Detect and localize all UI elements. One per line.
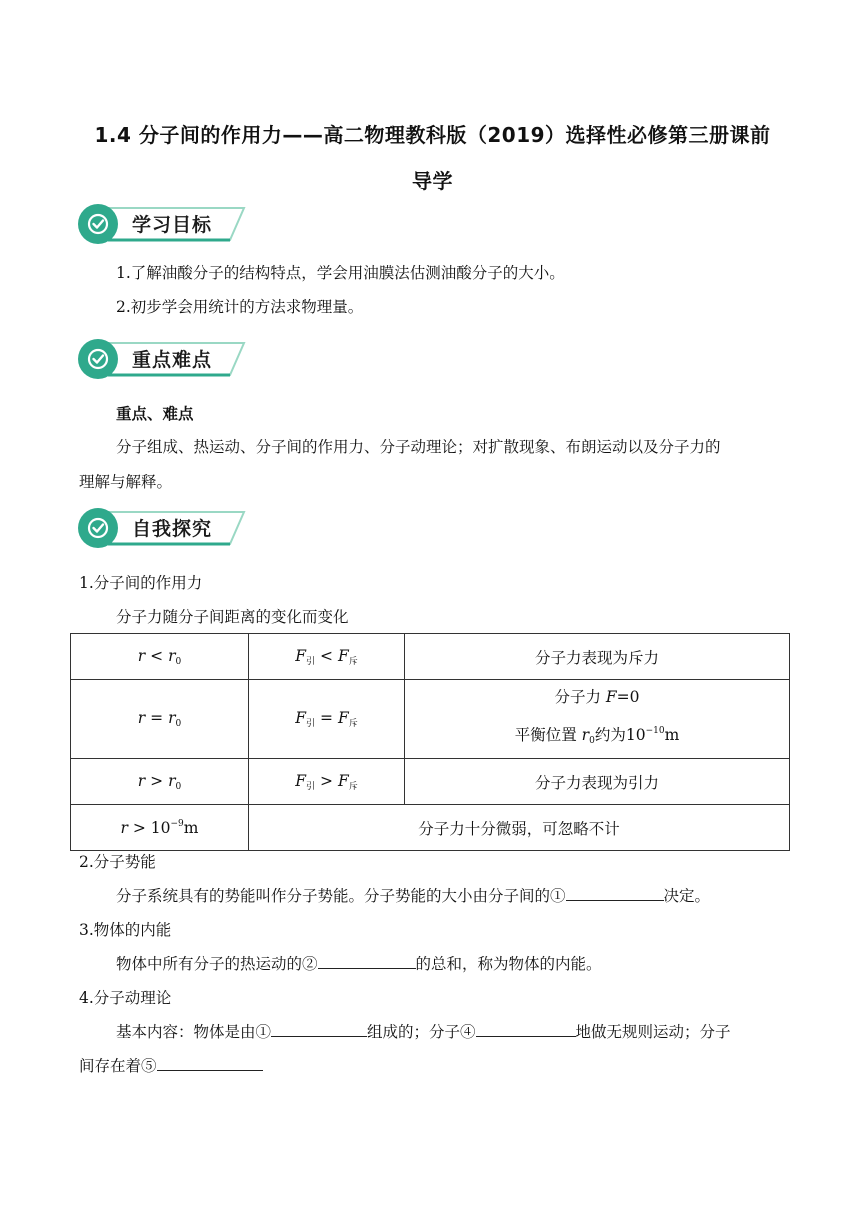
section-heading-key-points: 重点难点: [132, 349, 213, 371]
question-2-title: 2.分子势能: [79, 853, 156, 871]
section-heading-goals: 学习目标: [132, 214, 213, 236]
question-1-title: 1.分子间的作用力: [79, 574, 203, 592]
section-badge-explore: [78, 508, 246, 548]
key-points-body-line-2: 理解与解释。: [79, 473, 173, 491]
table-cell-condition: $r = r_0$: [71, 680, 249, 759]
answer-blank-1[interactable]: [566, 884, 664, 901]
question-4-title: 4.分子动理论: [79, 989, 172, 1007]
section-badge-goals: [78, 204, 246, 244]
document-title: [70, 112, 795, 204]
table-cell-condition: $r > 10^{-9}m$: [71, 805, 249, 851]
goal-item-1: 1.了解油酸分子的结构特点，学会用油膜法估测油酸分子的大小。: [116, 264, 565, 282]
molecular-force-table: [70, 633, 790, 851]
question-2-body: 分子系统具有的势能叫作分子势能。分子势能的大小由分子间的① 决定。: [116, 884, 710, 908]
table-cell-force: $F_引 > F_斥$: [249, 759, 405, 805]
table-cell-force: $F_引 = F_斥$: [249, 680, 405, 759]
question-4-body-line-1: 基本内容：物体是由① 组成的；分子④ 地做无规则运动；分子: [116, 1020, 731, 1044]
result-line-1: 分子力 F=0: [554, 688, 640, 706]
key-points-body-line-1: 分子组成、热运动、分子间的作用力、分子动理论；对扩散现象、布朗运动以及分子力的: [116, 438, 721, 456]
question-3-body: 物体中所有分子的热运动的② 的总和，称为物体的内能。: [116, 952, 602, 976]
table-row: [71, 634, 790, 680]
answer-blank-5[interactable]: [157, 1054, 263, 1071]
result-line-2: 平衡位置 $r_0$约为$10^{-10}m$: [514, 726, 680, 746]
table-cell-result: [405, 680, 790, 759]
table-row: [71, 805, 790, 851]
question-4-body-line-2: 间存在着⑤: [79, 1054, 263, 1078]
section-badge-key-points: [78, 339, 246, 379]
table-cell-condition: $r > r_0$: [71, 759, 249, 805]
section-heading-explore: 自我探究: [132, 518, 213, 540]
title-line-2: 导学: [412, 169, 453, 193]
answer-blank-3[interactable]: [271, 1020, 367, 1037]
table-cell-condition: $r < r_0$: [71, 634, 249, 680]
table-cell-result: 分子力表现为斥力: [405, 634, 790, 680]
title-line-1: 1.4 分子间的作用力——高二物理教科版（2019）选择性必修第三册课前: [94, 123, 771, 147]
answer-blank-4[interactable]: [476, 1020, 576, 1037]
goal-item-2: 2.初步学会用统计的方法求物理量。: [116, 298, 364, 316]
question-3-title: 3.物体的内能: [79, 921, 172, 939]
table-cell-result: 分子力十分微弱，可忽略不计: [249, 805, 790, 851]
answer-blank-2[interactable]: [318, 952, 416, 969]
table-row: [71, 680, 790, 759]
table-cell-result: 分子力表现为引力: [405, 759, 790, 805]
key-points-subheading: 重点、难点: [116, 405, 194, 423]
table-row: [71, 759, 790, 805]
table-cell-force: $F_引 < F_斥$: [249, 634, 405, 680]
question-1-intro: 分子力随分子间距离的变化而变化: [116, 608, 349, 626]
